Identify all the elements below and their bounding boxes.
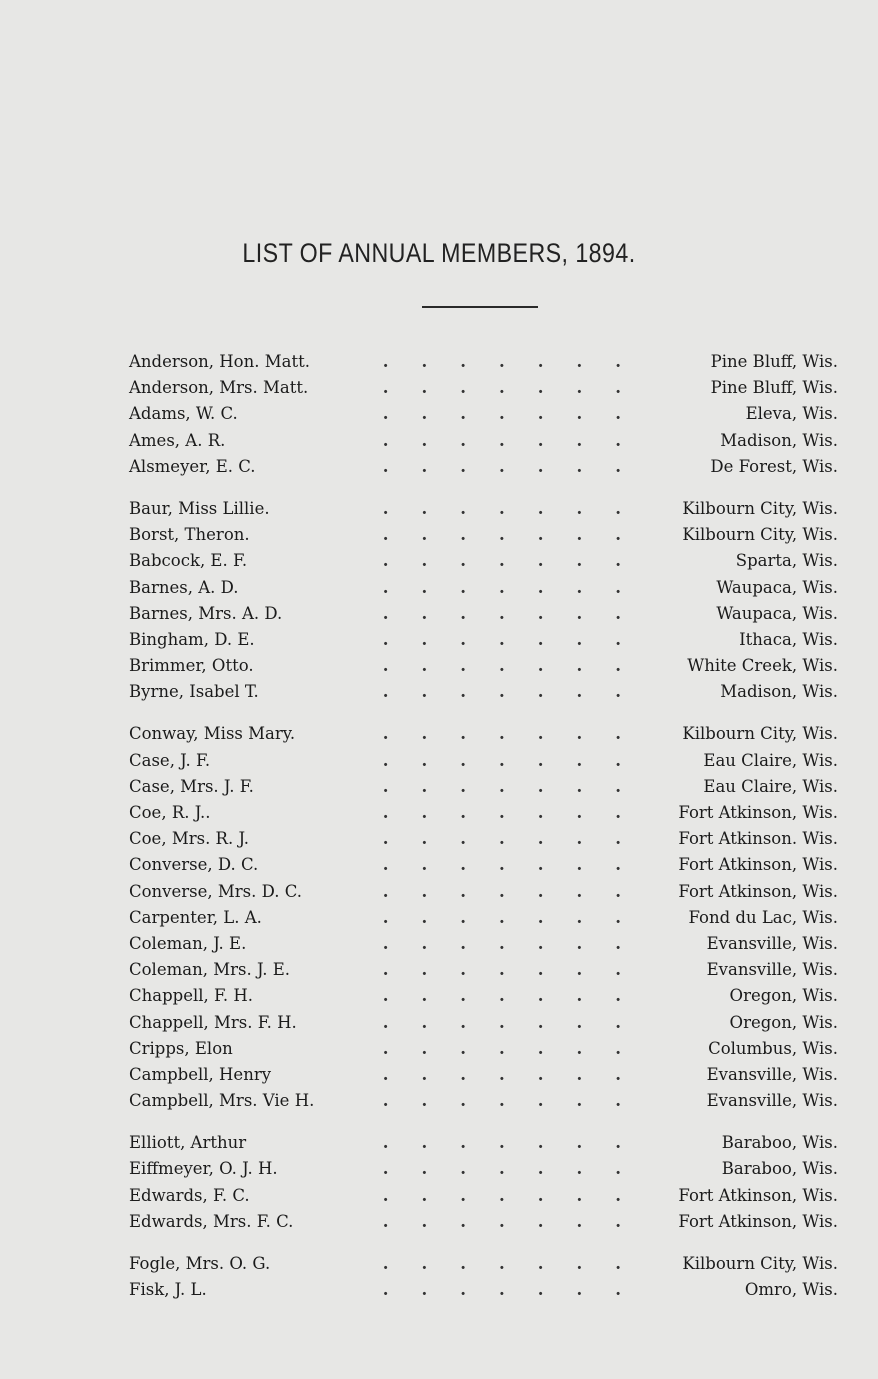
dot-leader: . . . . . . . <box>382 960 621 980</box>
member-name: Borst, Theron. <box>129 525 250 545</box>
member-place: Fort Atkinson, Wis. <box>678 1185 838 1205</box>
dot-leader: . . . . . . . <box>382 1159 621 1179</box>
member-name: Anderson, Hon. Matt. <box>129 352 310 371</box>
member-name: Edwards, Mrs. F. C. <box>129 1211 294 1231</box>
member-row <box>129 548 838 574</box>
title-divider <box>422 306 538 308</box>
dot-leader: . . . . . . . <box>382 1133 621 1153</box>
member-place: Fort Atkinson. Wis. <box>678 829 838 849</box>
member-place: Fort Atkinson, Wis. <box>678 1211 838 1231</box>
member-group <box>129 1130 838 1235</box>
dot-leader: . . . . . . . <box>382 724 621 744</box>
member-place: Fond du Lac, Wis. <box>688 907 838 927</box>
dot-leader: . . . . . . . <box>382 750 621 770</box>
dot-leader: . . . . . . . <box>382 1012 621 1032</box>
dot-leader: . . . . . . . <box>382 1185 621 1205</box>
member-row <box>129 1010 838 1036</box>
dot-leader: . . . . . . . <box>382 986 621 1006</box>
member-name: Campbell, Mrs. Vie H. <box>129 1091 315 1111</box>
member-name: Edwards, F. C. <box>129 1185 250 1205</box>
member-row <box>129 401 838 427</box>
member-place: Waupaca, Wis. <box>716 577 838 597</box>
member-place: Kilbourn City, Wis. <box>682 498 838 518</box>
dot-leader: . . . . . . . <box>382 603 621 623</box>
member-row <box>129 1088 838 1114</box>
member-name: Converse, D. C. <box>129 855 259 875</box>
dot-leader: . . . . . . . <box>382 933 621 953</box>
member-name: Chappell, F. H. <box>129 986 254 1006</box>
member-place: Sparta, Wis. <box>735 551 838 571</box>
dot-leader: . . . . . . . <box>382 1211 621 1231</box>
page-title: LIST OF ANNUAL MEMBERS, 1894. <box>242 238 636 268</box>
member-row <box>129 721 838 747</box>
member-row <box>129 653 838 679</box>
member-row <box>129 627 838 653</box>
member-row <box>129 905 838 931</box>
member-row <box>129 1036 838 1062</box>
member-row <box>129 1251 838 1277</box>
member-row <box>129 375 838 401</box>
dot-leader: . . . . . . . <box>382 656 621 676</box>
dot-leader: . . . . . . . <box>382 1254 621 1273</box>
member-place: Oregon, Wis. <box>729 986 838 1006</box>
member-row <box>129 879 838 905</box>
dot-leader: . . . . . . . <box>382 629 621 649</box>
member-name: Coe, R. J.. <box>129 803 211 822</box>
dot-leader: . . . . . . . <box>382 855 621 875</box>
member-place: Omro, Wis. <box>744 1280 838 1300</box>
member-group <box>129 1251 838 1303</box>
dot-leader: . . . . . . . <box>382 907 621 927</box>
member-place: Baraboo, Wis. <box>721 1159 838 1179</box>
member-row <box>129 1183 838 1209</box>
dot-leader: . . . . . . . <box>382 776 621 796</box>
member-place: Madison, Wis. <box>720 430 838 450</box>
member-name: Converse, Mrs. D. C. <box>129 881 303 901</box>
member-row <box>129 852 838 878</box>
member-name: Campbell, Henry <box>129 1064 272 1084</box>
dot-leader: . . . . . . . <box>382 404 621 424</box>
member-place: Kilbourn City, Wis. <box>682 724 838 744</box>
member-place: Eau Claire, Wis. <box>703 750 838 770</box>
member-place: De Forest, Wis. <box>710 456 838 476</box>
member-row <box>129 957 838 983</box>
member-list <box>129 349 838 1319</box>
member-name: Case, J. F. <box>129 750 211 770</box>
member-name: Adams, W. C. <box>129 404 238 424</box>
member-group <box>129 349 838 480</box>
member-row <box>129 748 838 774</box>
member-row <box>129 931 838 957</box>
member-place: Eleva, Wis. <box>745 404 838 424</box>
member-place: Evansville, Wis. <box>706 1064 838 1084</box>
member-name: Alsmeyer, E. C. <box>129 456 256 476</box>
member-name: Fogle, Mrs. O. G. <box>129 1254 271 1273</box>
dot-leader: . . . . . . . <box>382 803 621 822</box>
member-name: Cripps, Elon <box>129 1038 233 1058</box>
dot-leader: . . . . . . . <box>382 456 621 476</box>
member-place: Fort Atkinson, Wis. <box>678 855 838 875</box>
member-row <box>129 496 838 522</box>
member-row <box>129 575 838 601</box>
member-row <box>129 1062 838 1088</box>
member-name: Bingham, D. E. <box>129 629 255 649</box>
member-place: Evansville, Wis. <box>706 960 838 980</box>
member-place: Kilbourn City, Wis. <box>682 1254 838 1273</box>
dot-leader: . . . . . . . <box>382 881 621 901</box>
member-group <box>129 496 838 706</box>
member-place: Fort Atkinson, Wis. <box>678 881 838 901</box>
member-name: Carpenter, L. A. <box>129 907 262 927</box>
member-place: Waupaca, Wis. <box>716 603 838 623</box>
member-row <box>129 800 838 826</box>
member-name: Coleman, J. E. <box>129 933 247 953</box>
member-row <box>129 601 838 627</box>
member-row <box>129 454 838 480</box>
member-row <box>129 522 838 548</box>
member-place: Evansville, Wis. <box>706 1091 838 1111</box>
member-name: Brimmer, Otto. <box>129 656 254 676</box>
dot-leader: . . . . . . . <box>382 498 621 518</box>
member-row <box>129 349 838 375</box>
member-place: Ithaca, Wis. <box>739 629 838 649</box>
dot-leader: . . . . . . . <box>382 577 621 597</box>
member-name: Anderson, Mrs. Matt. <box>129 378 309 398</box>
member-row <box>129 826 838 852</box>
member-row <box>129 1156 838 1182</box>
member-name: Chappell, Mrs. F. H. <box>129 1012 297 1032</box>
member-row <box>129 774 838 800</box>
member-place: Kilbourn City, Wis. <box>682 525 838 545</box>
member-name: Ames, A. R. <box>129 430 226 450</box>
member-place: Pine Bluff, Wis. <box>710 378 838 398</box>
member-name: Barnes, Mrs. A. D. <box>129 603 283 623</box>
dot-leader: . . . . . . . <box>382 378 621 398</box>
dot-leader: . . . . . . . <box>382 430 621 450</box>
member-place: Columbus, Wis. <box>708 1038 838 1058</box>
member-place: Oregon, Wis. <box>729 1012 838 1032</box>
dot-leader: . . . . . . . <box>382 829 621 849</box>
member-place: White Creek, Wis. <box>687 656 838 676</box>
dot-leader: . . . . . . . <box>382 1064 621 1084</box>
dot-leader: . . . . . . . <box>382 1038 621 1058</box>
member-name: Babcock, E. F. <box>129 551 248 571</box>
member-row <box>129 1130 838 1156</box>
dot-leader: . . . . . . . <box>382 682 621 702</box>
member-place: Baraboo, Wis. <box>721 1133 838 1153</box>
member-name: Eiffmeyer, O. J. H. <box>129 1159 278 1179</box>
member-name: Case, Mrs. J. F. <box>129 776 254 796</box>
dot-leader: . . . . . . . <box>382 352 621 371</box>
member-row <box>129 1277 838 1303</box>
dot-leader: . . . . . . . <box>382 551 621 571</box>
member-name: Byrne, Isabel T. <box>129 682 259 702</box>
member-group <box>129 721 838 1114</box>
dot-leader: . . . . . . . <box>382 1280 621 1300</box>
member-name: Coe, Mrs. R. J. <box>129 829 250 849</box>
member-name: Coleman, Mrs. J. E. <box>129 960 291 980</box>
member-name: Elliott, Arthur <box>129 1133 247 1153</box>
member-place: Fort Atkinson, Wis. <box>678 803 838 822</box>
member-place: Eau Claire, Wis. <box>703 776 838 796</box>
member-place: Madison, Wis. <box>720 682 838 702</box>
member-name: Fisk, J. L. <box>129 1280 207 1300</box>
member-place: Pine Bluff, Wis. <box>710 352 838 371</box>
dot-leader: . . . . . . . <box>382 1091 621 1111</box>
member-row <box>129 428 838 454</box>
member-row <box>129 1209 838 1235</box>
dot-leader: . . . . . . . <box>382 525 621 545</box>
member-name: Conway, Miss Mary. <box>129 724 296 744</box>
member-place: Evansville, Wis. <box>706 933 838 953</box>
member-name: Barnes, A. D. <box>129 577 239 597</box>
member-row <box>129 679 838 705</box>
member-row <box>129 983 838 1009</box>
member-name: Baur, Miss Lillie. <box>129 498 270 518</box>
